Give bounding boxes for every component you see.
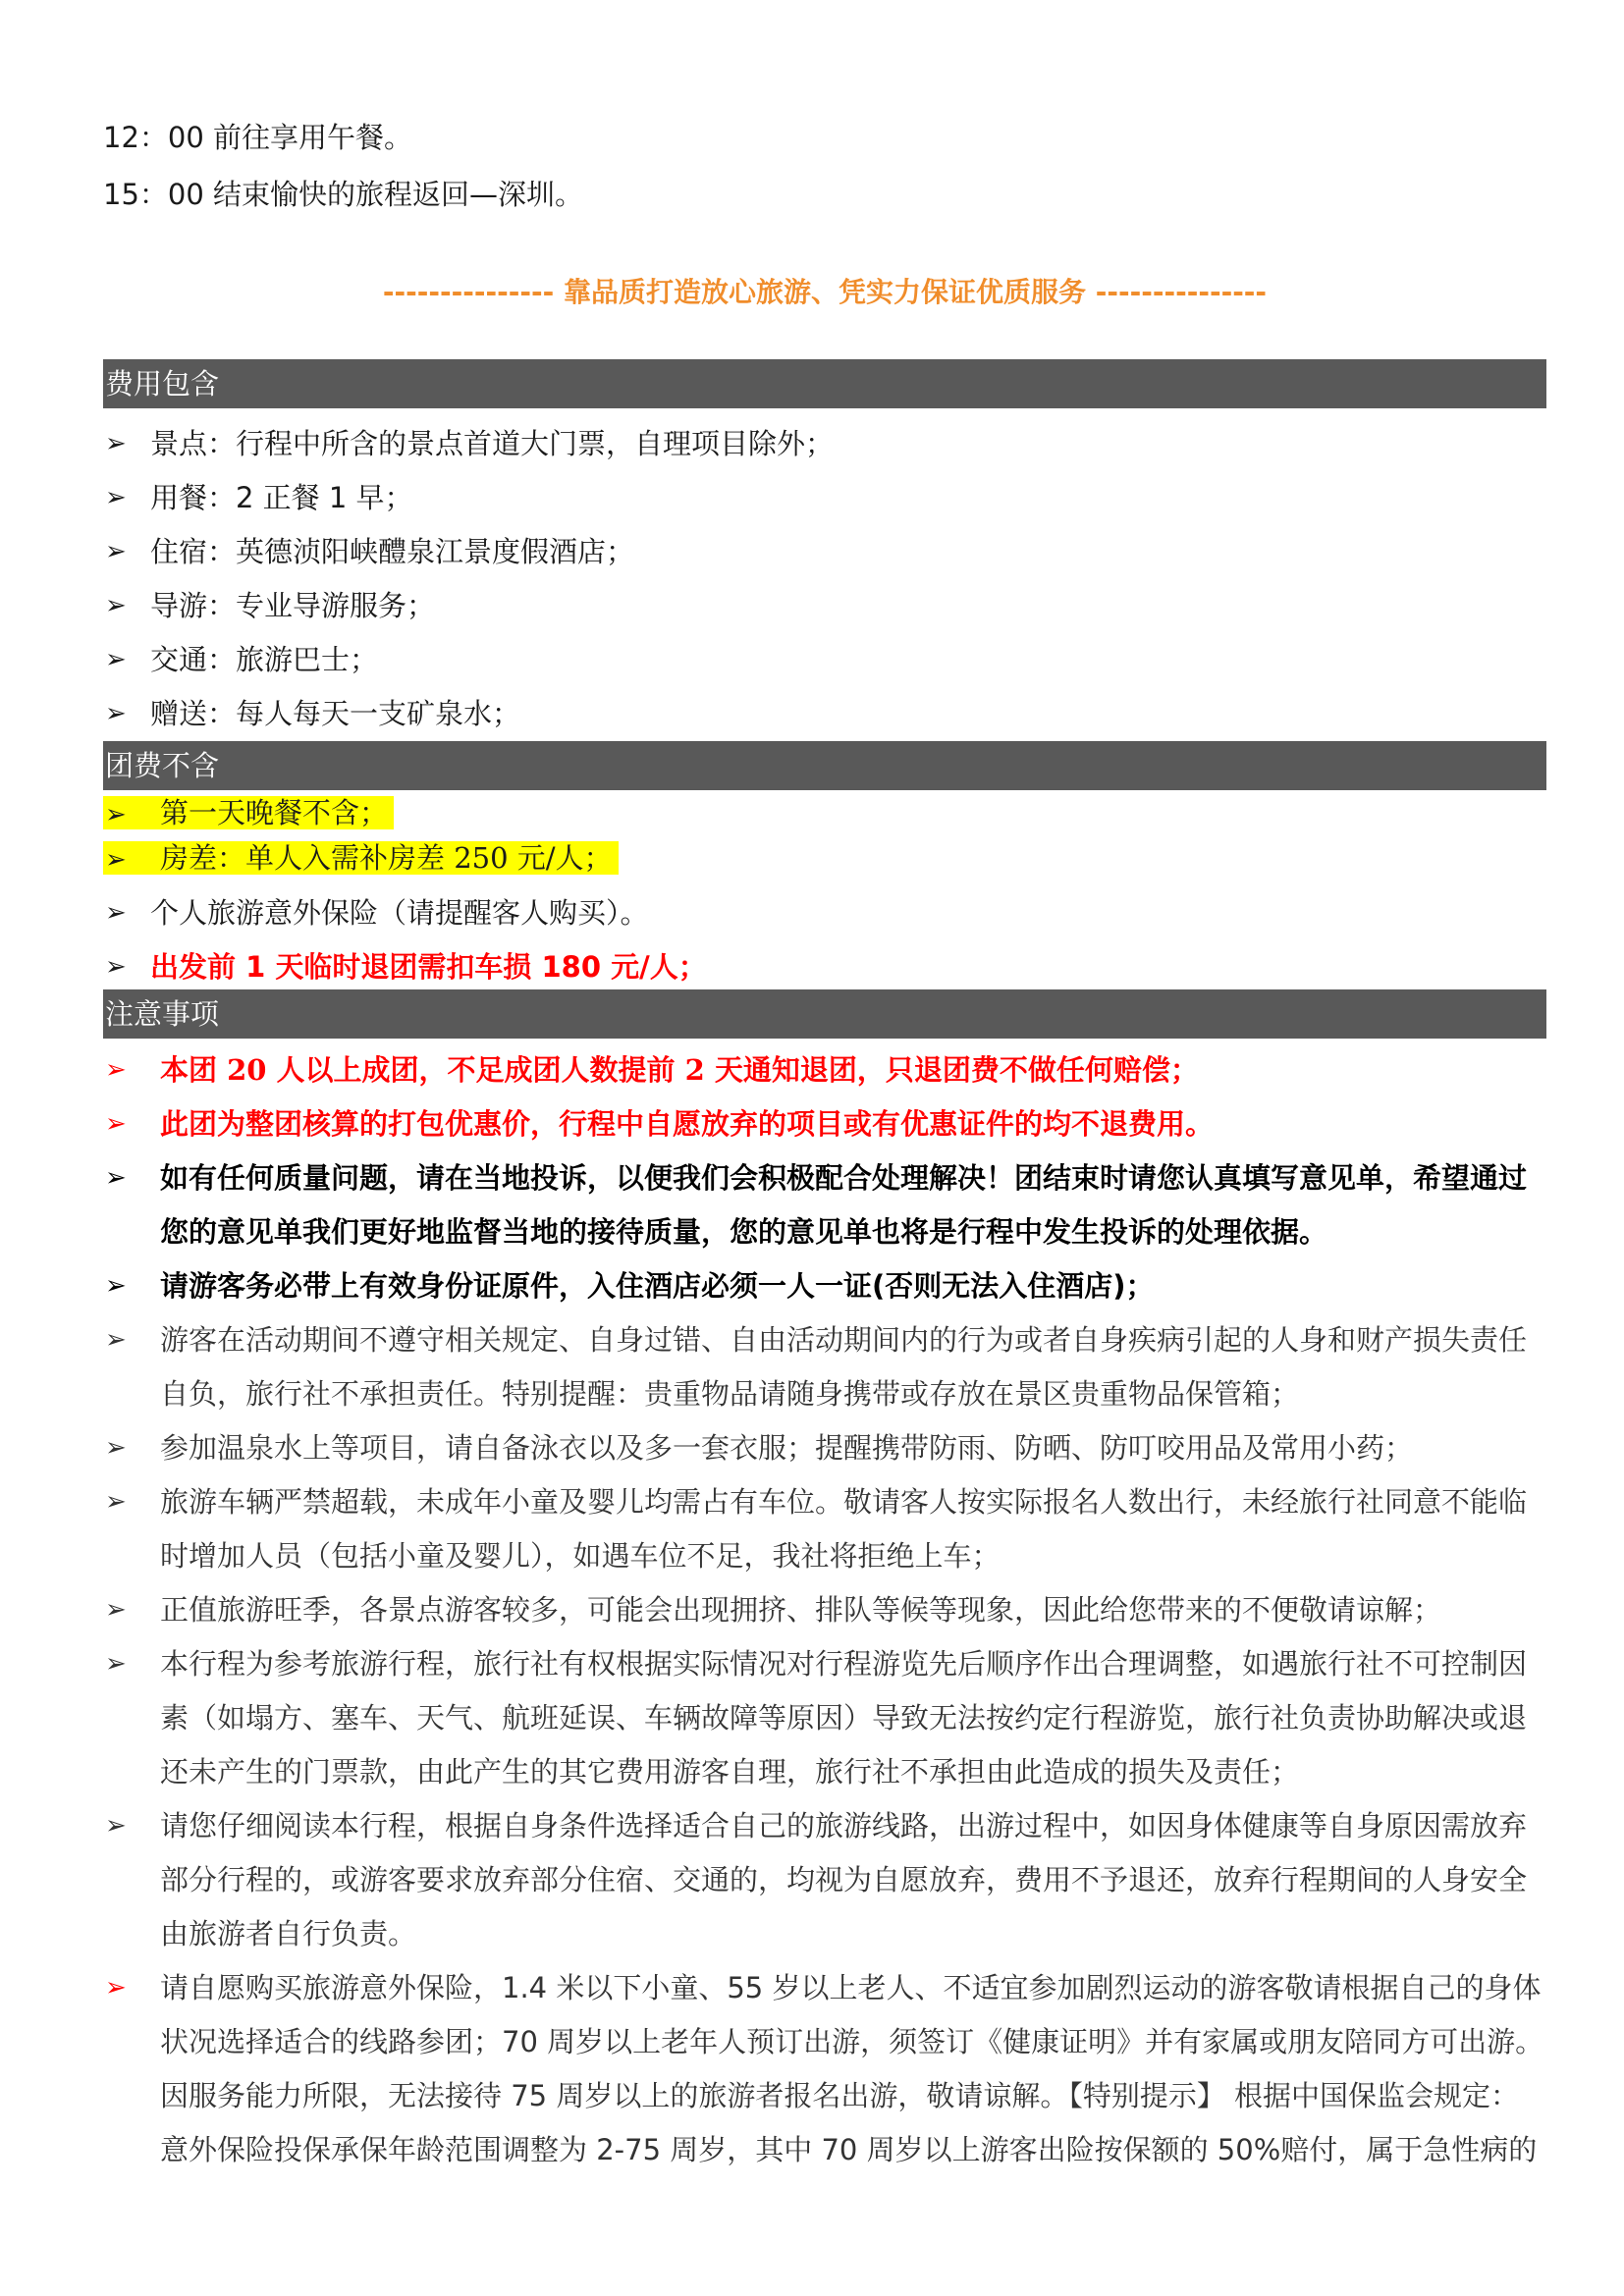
note-item: ➢ 旅游车辆严禁超载，未成年小童及婴儿均需占有车位。敬请客人按实际报名人数出行，未经旅行社同意不能临时增加人员（包括小童及婴儿），如遇车位不足，我社将拒绝上车； <box>103 1475 1546 1583</box>
itinerary-line-lunch: 12：00 前往享用午餐。 <box>103 121 413 154</box>
included-item: ➢ 赠送：每人每天一支矿泉水； <box>103 687 1546 741</box>
bullet-arrow-icon: ➢ <box>105 1595 127 1625</box>
bullet-arrow-icon: ➢ <box>105 800 127 829</box>
bullet-arrow-icon: ➢ <box>105 1055 127 1085</box>
bullet-arrow-icon: ➢ <box>105 845 127 875</box>
note-item: ➢ 请您仔细阅读本行程，根据自身条件选择适合自己的旅游线路，出游过程中，如因身体健康等自身原因需放弃部分行程的，或游客要求放弃部分住宿、交通的，均视为自愿放弃，费用不予退还，放弃行程期间的人身安全由旅游者自行负责。 <box>103 1799 1546 1961</box>
bullet-arrow-icon: ➢ <box>105 1109 127 1139</box>
note-item: ➢ 如有任何质量问题，请在当地投诉，以便我们会积极配合处理解决！团结束时请您认真填写意见单，希望通过您的意见单我们更好地监督当地的接待质量，您的意见单也将是行程中发生投诉的处理依据。 <box>103 1151 1546 1259</box>
section-header-excluded: 团费不含 <box>103 741 1546 790</box>
excluded-item-highlighted <box>103 791 1546 836</box>
note-item: ➢ 正值旅游旺季，各景点游客较多，可能会出现拥挤、排队等候等现象，因此给您带来的不便敬请谅解； <box>103 1583 1546 1637</box>
bullet-arrow-icon: ➢ <box>105 1973 127 2002</box>
bullet-arrow-icon: ➢ <box>105 1325 127 1355</box>
bullet-arrow-icon: ➢ <box>105 429 127 458</box>
bullet-arrow-icon: ➢ <box>105 952 127 982</box>
included-item: ➢ 用餐：2 正餐 1 早； <box>103 471 1546 525</box>
bullet-arrow-icon: ➢ <box>105 1163 127 1193</box>
section-header-included: 费用包含 <box>103 359 1546 408</box>
excluded-item-warning: ➢ 出发前 1 天临时退团需扣车损 180 元/人； <box>103 940 1546 994</box>
excluded-item-highlighted <box>103 836 1546 881</box>
bullet-arrow-icon: ➢ <box>105 537 127 566</box>
note-item: ➢ 此团为整团核算的打包优惠价，行程中自愿放弃的项目或有优惠证件的均不退费用。 <box>103 1097 1546 1151</box>
bullet-arrow-icon: ➢ <box>105 1487 127 1517</box>
excluded-item: ➢ 个人旅游意外保险（请提醒客人购买）。 <box>103 886 1546 940</box>
highlight: ➢ 第一天晚餐不含； <box>103 796 394 829</box>
section-header-notes: 注意事项 <box>103 989 1546 1039</box>
highlight: ➢ 房差：单人入需补房差 250 元/人； <box>103 841 619 875</box>
bullet-arrow-icon: ➢ <box>105 699 127 728</box>
note-item: ➢ 本团 20 人以上成团，不足成团人数提前 2 天通知退团，只退团费不做任何赔偿； <box>103 1043 1546 1097</box>
note-item: ➢ 参加温泉水上等项目，请自备泳衣以及多一套衣服；提醒携带防雨、防晒、防叮咬用品及常用小药； <box>103 1421 1546 1475</box>
note-item: ➢ 游客在活动期间不遵守相关规定、自身过错、自由活动期间内的行为或者自身疾病引起的人身和财产损失责任自负，旅行社不承担责任。特别提醒：贵重物品请随身携带或存放在景区贵重物品保管箱； <box>103 1313 1546 1421</box>
note-item: ➢ 请游客务必带上有效身份证原件，入住酒店必须一人一证(否则无法入住酒店)； <box>103 1259 1546 1313</box>
bullet-arrow-icon: ➢ <box>105 898 127 928</box>
bullet-arrow-icon: ➢ <box>105 1811 127 1841</box>
bullet-arrow-icon: ➢ <box>105 1649 127 1679</box>
bullet-arrow-icon: ➢ <box>105 1271 127 1301</box>
included-item: ➢ 景点：行程中所含的景点首道大门票，自理项目除外； <box>103 417 1546 471</box>
itinerary-line-return: 15：00 结束愉快的旅程返回—深圳。 <box>103 178 584 211</box>
included-item: ➢ 交通：旅游巴士； <box>103 633 1546 687</box>
note-item: ➢ 本行程为参考旅游行程，旅行社有权根据实际情况对行程游览先后顺序作出合理调整，如遇旅行社不可控制因素（如塌方、塞车、天气、航班延误、车辆故障等原因）导致无法按约定行程游览，旅行社负责协助解决或退还未产生的门票款，由此产生的其它费用游客自理，旅行社不承担由此造成的损失及责任； <box>103 1637 1546 1799</box>
bullet-arrow-icon: ➢ <box>105 1433 127 1463</box>
slogan-banner: --------------- 靠品质打造放心旅游、凭实力保证优质服务 --------------- <box>382 276 1268 308</box>
bullet-arrow-icon: ➢ <box>105 591 127 620</box>
bullet-arrow-icon: ➢ <box>105 645 127 674</box>
note-item: ➢ 请自愿购买旅游意外保险，1.4 米以下小童、55 岁以上老人、不适宜参加剧烈运动的游客敬请根据自己的身体状况选择适合的线路参团；70 周岁以上老年人预订出游，须签订《健康证明》并有家属或朋友陪同方可出游。因服务能力所限，无法接待 75 周岁以上的旅游者报名出游，敬请谅解。【特别提示】 根据中国保监会规定：意外保险投保承保年龄范围调整为 2-75 周岁，其中 70 周岁以上游客出险按保额的 50%赔付，属于急性病的 <box>103 1961 1546 2177</box>
bullet-arrow-icon: ➢ <box>105 483 127 512</box>
included-item: ➢ 住宿：英德浈阳峡醴泉江景度假酒店； <box>103 525 1546 579</box>
included-item: ➢ 导游：专业导游服务； <box>103 579 1546 633</box>
